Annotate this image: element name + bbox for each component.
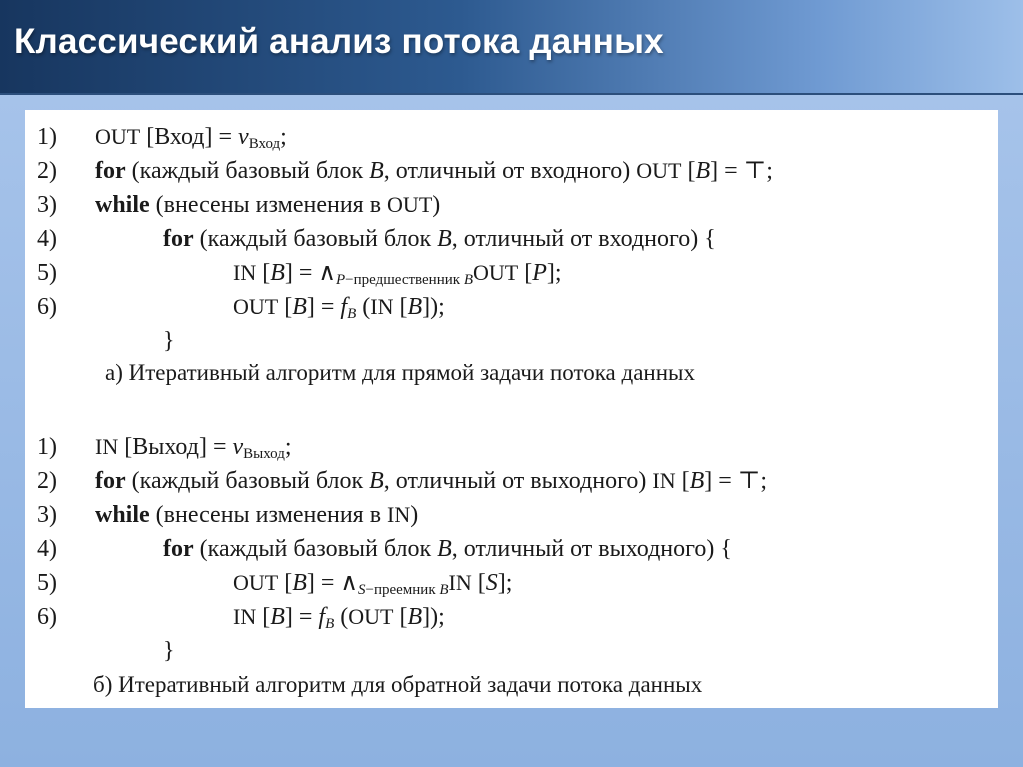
algo-b-caption: б) Итеративный алгоритм для обратной задачи потока данных	[93, 672, 703, 697]
algorithm-figure: 1) OUT [Вход] = $v_{Вход}$; 2) for (каждый базовый блок B, отличный от входного) OUT [B] = ⊤; 3) while (внесены изменения в OUT) 4) for (каждый базовый блок B, отличный от входного) { 5) IN $[B] = \wedge_{P-предшественник B}OUT$ [P]; 6) OUT $[B] = f_B$ (IN [B]); } а) Итеративный алгоритм для прямой задачи потока данных 1) IN [Выход] = $v_{Выход}$; 2) for (каждый базовый блок B, отличный от выходного) IN [B] = ⊤; 3) while (внесены изменения в IN) 4) for (каждый базовый блок B, отличный от выходного) { 5) OUT $[B] = \wedge_{S-преемник B}IN$ [S]; 6) IN $[B] = f_B$ (OUT [B]); } б) Итеративный алгоритм для обратной задачи потока данных	[25, 110, 998, 708]
algo-a-line-close: }	[163, 328, 175, 354]
slide-title: Классический анализ потока данных	[14, 22, 664, 61]
algo-a-caption: а) Итеративный алгоритм для прямой задачи потока данных	[105, 360, 695, 385]
slide-header	[0, 0, 1023, 95]
algo-b-line-close: }	[163, 638, 175, 664]
